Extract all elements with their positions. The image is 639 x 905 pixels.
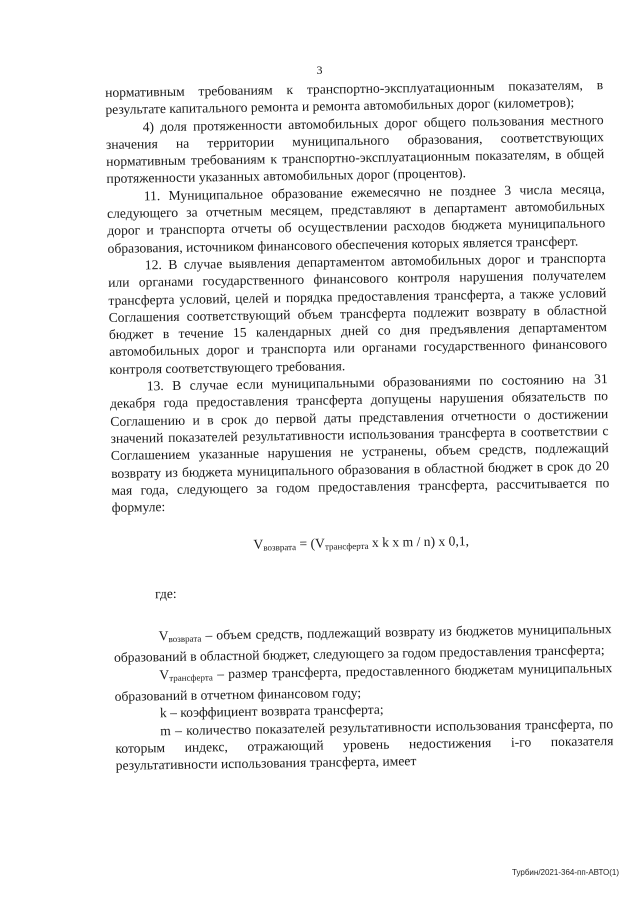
paragraph: 12. В случае выявления департаментом автомобильных дорог и транспорта или органами государственного финансового контроля нарушения получателем трансферта условий, целей и порядка предоставления трансферта, а также условий Соглашения соответствующий объем трансферта подлежит возврату в областной бюджет в течение 15 календарных дней со дня предъявления департаментом автомобильных дорог и транспорта или органами государственного финансового контроля соответствующего требования. [108, 250, 608, 377]
formula [112, 531, 610, 560]
formula-sub: трансферта [324, 541, 369, 553]
formula-eq: = (V [295, 536, 325, 552]
formula-sub: возврата [263, 542, 297, 553]
paragraph: 11. Муниципальное образование ежемесячно не позднее 3 числа месяца, следующего за отчетным месяцем, представляют в департамент автомобильных дорог и транспорта отчеты об осуществлении расходов бюджета муниципального образования, источником финансового обеспечения которых является трансферт. [106, 180, 606, 256]
formula-v: V [253, 536, 264, 553]
definition: $V_{возврата}$ – объем средств, подлежащий возврату из бюджетов муниципальных образований в областной бюджет, следующего за годом предоставления трансферта; [113, 621, 612, 666]
paragraph: 13. В случае если муниципальными образованиями по состоянию на 31 декабря года предоставления трансферта допущены нарушения обязательств по Соглашению и в срок до первой даты представления отчетности о достижении значений показателей результативности использования трансферта в соответствии с Соглашением указанные нарушения не устранены, объем средств, подлежащий возврату из бюджета муниципального образования в областной бюджет в срок до 20 мая года, следующего за годом предоставления трансферта, рассчитывается по формуле: [109, 371, 610, 516]
paragraph: 4) доля протяженности автомобильных дорог общего пользования местного значения на территории муниципального образования, соответствующих нормативным требованиям к транспортно-эксплуатационным показателям, в общей протяженности указанных автомобильных дорог (процентов). [105, 111, 605, 187]
where-label: где: [154, 585, 177, 601]
definition: $V_{трансферта}$ – размер трансферта, предоставленного бюджетам муниципальных образований в отчетном финансовом году; [114, 659, 613, 704]
paragraph: нормативным требованиям к транспортно-эксплуатационным показателям, в результате капитального ремонта и ремонта автомобильных дорог (километров); [105, 77, 604, 118]
formula-rest: х k х m / n) х 0,1, [368, 533, 470, 551]
page-number: 3 [316, 63, 323, 77]
definition: k – коэффициент возврата трансферта; [159, 701, 384, 721]
footer-reference: Турбин/2021-364-пп-АВТО(1) [512, 868, 619, 877]
definition: m – количество показателей результативности использования трансферта, по которым индекс, отражающий уровень недостижения i-го показателя результативности использования трансферта, имеет [115, 715, 614, 774]
document-body [105, 76, 614, 774]
